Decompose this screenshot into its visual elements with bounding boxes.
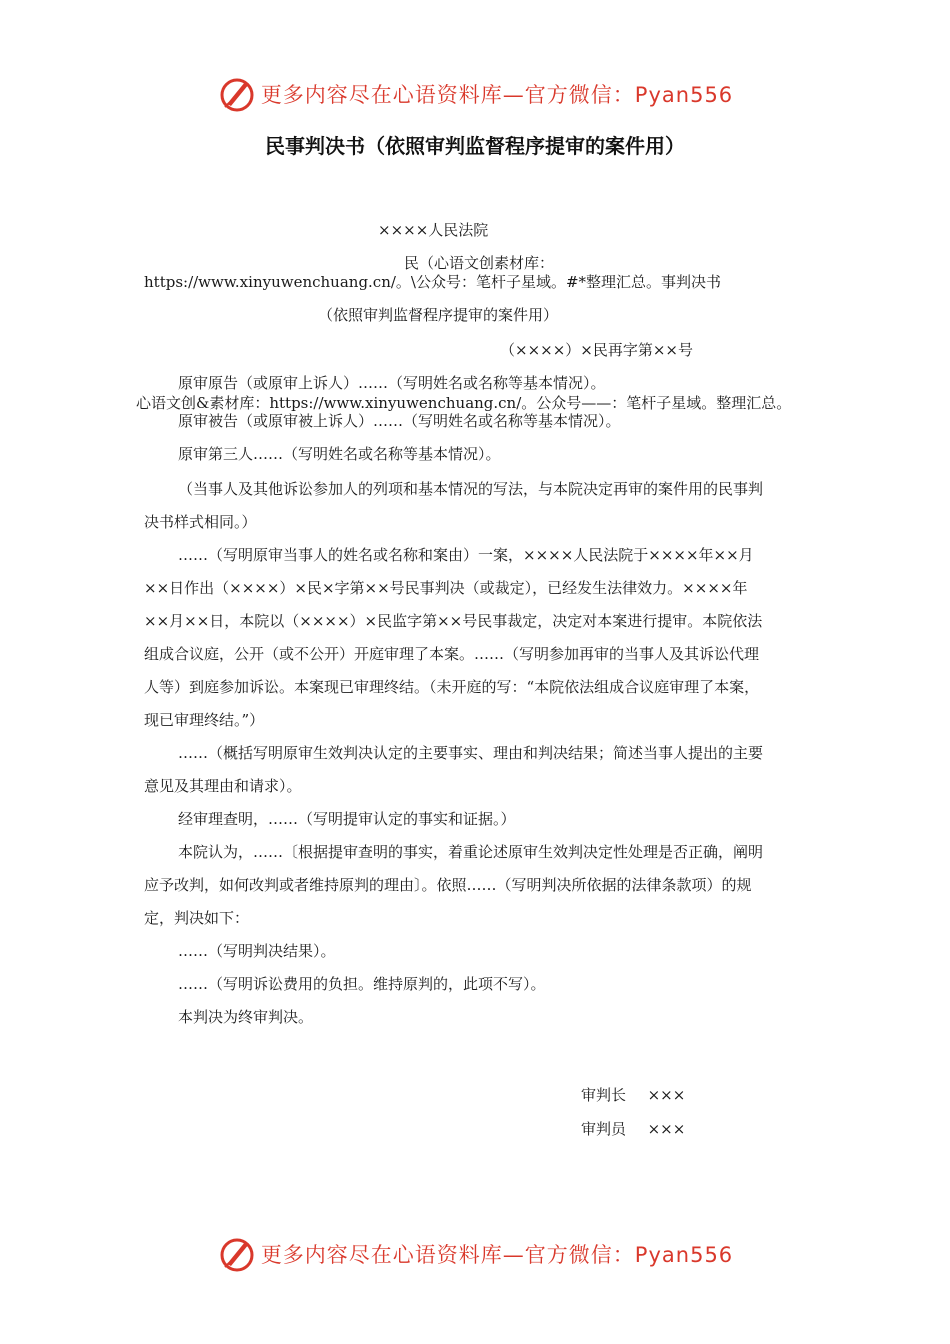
paragraph: ……（写明诉讼费用的负担。维持原判的，此项不写）。 (178, 975, 546, 993)
signature-role: 审判长 (581, 1086, 627, 1104)
paragraph: 本判决为终审判决。 (178, 1008, 314, 1026)
paragraph: （当事人及其他诉讼参加人的列项和基本情况的写法，与本院决定再审的案件用的民事判决书样式相同。） (144, 480, 764, 531)
footer-banner (0, 1232, 950, 1276)
subtitle: （依照审判监督程序提审的案件用） (318, 306, 559, 324)
paragraph: ……（写明判决结果）。 (178, 942, 336, 960)
paragraph: 本院认为，……〔根据提审查明的事实，着重论述原审生效判决定性处理是否正确，阐明应予改判，如何改判或者维持原判的理由〕。依照……（写明判决所依据的法律条款项）的规定，判决如下： (144, 843, 764, 927)
body-paragraphs (144, 473, 764, 1034)
paragraph: ……（写明原审当事人的姓名或名称和案由）一案，××××人民法院于××××年××月××日作出（××××）×民×字第××号民事判决（或裁定），已经发生法律效力。××××年××月××日，本院以（××××）×民监字第××号民事裁定，决定对本案进行提审。本院依法组成合议庭，公开（或不公开）开庭审理了本案。……（写明参加再审的当事人及其诉讼代理人等）到庭参加诉讼。本案现已审理终结。（未开庭的写：“本院依法组成合议庭审理了本案，现已审理终结。”） (144, 546, 763, 729)
paragraph: ……（概括写明原审生效判决认定的主要事实、理由和判决结果；简述当事人提出的主要意见及其理由和请求）。 (144, 744, 764, 795)
quill-logo-icon (217, 1234, 257, 1274)
banner-text: 更多内容尽在心语资料库—官方微信：Pyan556 (260, 1243, 734, 1267)
signature-name: ××× (647, 1086, 686, 1104)
document-title: 民事判决书（依照审判监督程序提审的案件用） (265, 134, 685, 158)
court-name: ××××人民法院 (378, 221, 489, 239)
watermark-line: 心语文创&素材库：https://www.xinyuwenchuang.cn/。公众号——：笔杆子星域。整理汇总。 (136, 394, 792, 412)
signature-role: 审判员 (581, 1120, 627, 1138)
header-banner (0, 72, 950, 116)
signature-judge (581, 1119, 685, 1139)
party-plaintiff: 原审原告（或原审上诉人）……（写明姓名或名称等基本情况）。 (178, 374, 606, 392)
case-number: （××××）×民再字第××号 (500, 341, 693, 359)
party-third: 原审第三人……（写明姓名或名称等基本情况）。 (178, 445, 501, 463)
paragraph: 经审理查明，……（写明提审认定的事实和证据。） (178, 810, 516, 828)
party-defendant: 原审被告（或原审被上诉人）……（写明姓名或名称等基本情况）。 (178, 412, 621, 430)
quill-logo-icon (217, 74, 257, 114)
signature-presiding (581, 1085, 685, 1105)
banner-text: 更多内容尽在心语资料库—官方微信：Pyan556 (260, 83, 734, 107)
doc-type-line-2: https://www.xinyuwenchuang.cn/。\公众号：笔杆子星域。#*整理汇总。事判决书 (144, 273, 722, 291)
signature-name: ××× (647, 1120, 686, 1138)
doc-type-line-1: 民（心语文创素材库： (404, 254, 555, 272)
